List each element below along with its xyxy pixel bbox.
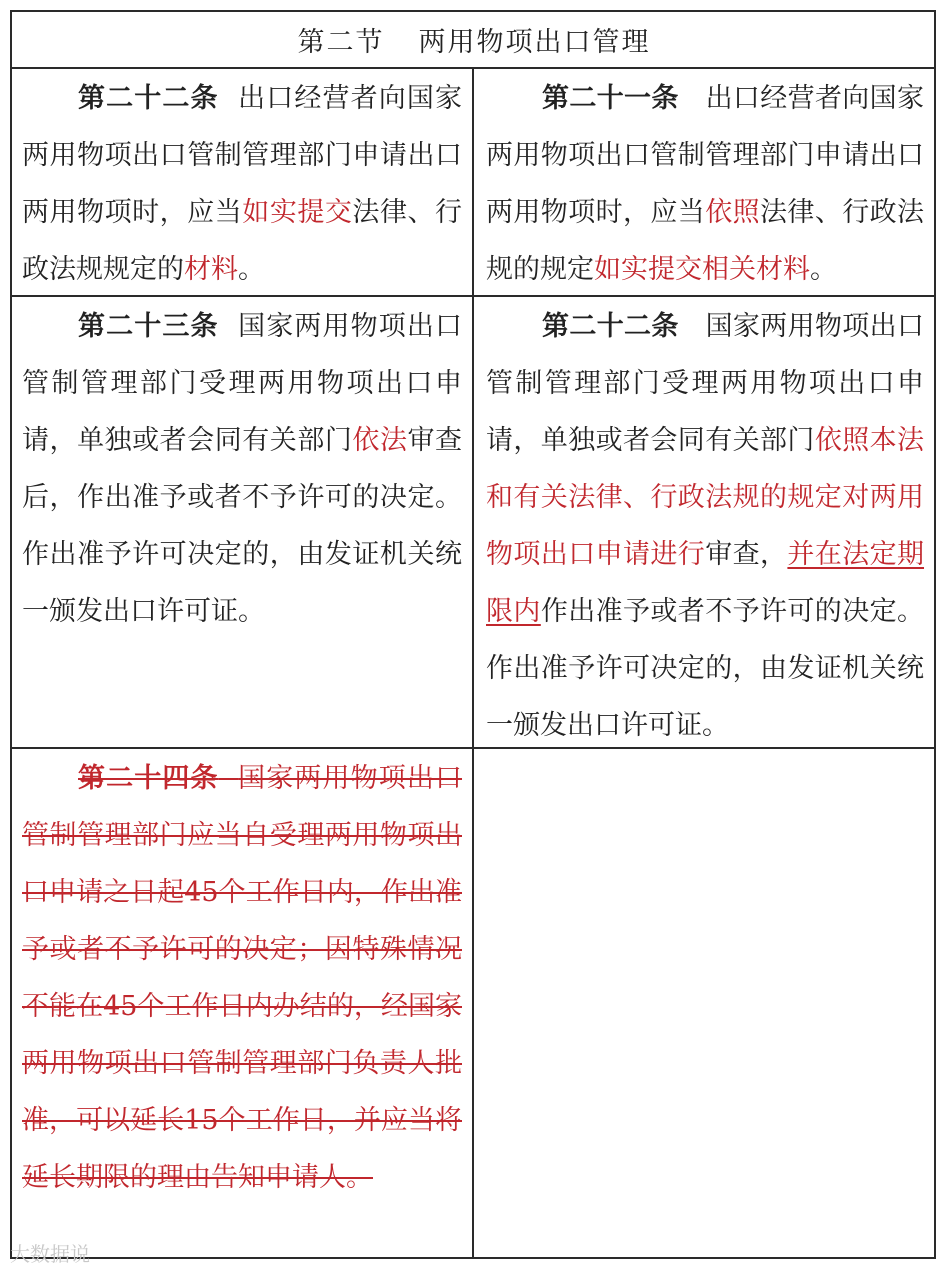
added-text: 材料 bbox=[184, 254, 238, 285]
revised-text: 依照本法和有关法律、行政法规的规定对两用物项出口申请进行 bbox=[486, 425, 925, 570]
section-number: 第二节 bbox=[297, 26, 385, 58]
right-empty-cell bbox=[486, 750, 924, 1250]
right-article-21-cell bbox=[486, 70, 924, 298]
section-name: 两用物项出口管理 bbox=[418, 26, 651, 58]
left-article-22-cell bbox=[22, 70, 462, 298]
watermark: 大数据说 bbox=[10, 1242, 90, 1266]
right-article-22: 第二十二条 国家两用物项出口管制管理部门受理两用物项出口申请，单独或者会同有关部门依照本法和有关法律、行政法规的规定对两用物项出口申请进行审查，并在法定期限内作出准予或者不予许可的决定。作出准予许可决定的，由发证机关统一颁发出口许可证。 bbox=[486, 311, 925, 741]
left-article-24-cell bbox=[22, 750, 462, 1206]
table-column-divider bbox=[472, 67, 474, 1259]
table-border-right bbox=[934, 10, 936, 1259]
deleted-article-24: 第二十四条 国家两用物项出口管制管理部门应当自受理两用物项出口申请之日起45个工作日内，作出准予或者不予许可的决定；因特殊情况不能在45个工作日内办结的，经国家两用物项出口管制管理部门负责人批准，可以延长15个工作日，并应当将延长期限的理由告知申请人。 bbox=[22, 763, 463, 1193]
revised-text: 依照 bbox=[705, 197, 761, 228]
article-number: 第二十一条 bbox=[542, 83, 679, 114]
left-article-23: 第二十三条 国家两用物项出口管制管理部门受理两用物项出口申请，单独或者会同有关部门依法审查后，作出准予或者不予许可的决定。作出准予许可决定的，由发证机关统一颁发出口许可证。 bbox=[22, 311, 463, 627]
left-article-22: 第二十二条 出口经营者向国家两用物项出口管制管理部门申请出口两用物项时，应当如实提交法律、行政法规规定的材料。 bbox=[22, 83, 463, 285]
right-article-21: 第二十一条 出口经营者向国家两用物项出口管制管理部门申请出口两用物项时，应当依照法律、行政法规的规定如实提交相关材料。 bbox=[486, 83, 925, 285]
left-article-23-cell bbox=[22, 298, 462, 640]
revised-text: 如实提交相关材料 bbox=[594, 254, 810, 285]
added-text: 如实提交 bbox=[242, 197, 353, 228]
article-number: 第二十二条 bbox=[78, 83, 219, 114]
article-number: 第二十二条 bbox=[542, 311, 679, 342]
revised-underlined-text: 并在法定期限内 bbox=[486, 539, 925, 627]
added-text: 依法 bbox=[352, 425, 408, 456]
article-number: 第二十四条 bbox=[78, 763, 219, 794]
article-number: 第二十三条 bbox=[78, 311, 219, 342]
right-article-22-cell bbox=[486, 298, 924, 754]
table-border-left bbox=[10, 10, 12, 1259]
section-title bbox=[12, 12, 936, 66]
